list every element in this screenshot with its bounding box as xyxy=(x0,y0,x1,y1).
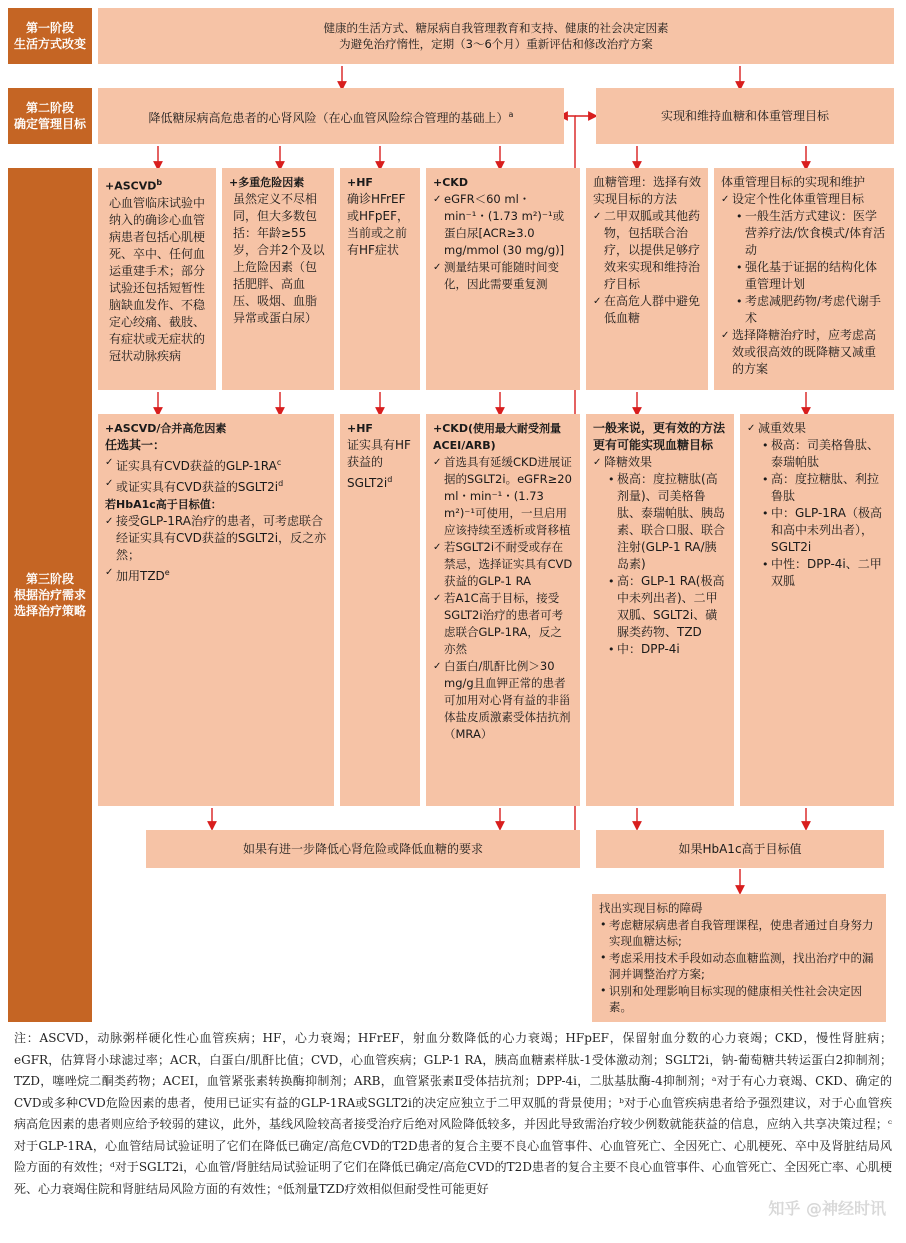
lifestyle-line2: 为避免治疗惰性，定期（3～6个月）重新评估和修改治疗方案 xyxy=(339,37,653,51)
ascvd-treatment-box: +ASCVD/合并高危因素 任选其一： ✓ 证实具有CVD获益的GLP-$1RA^c$ ✓ 或证实具有CVD获益的$SGLT2i^d$ 若HbA1c高于目标值： ✓ 接受GLP-1RA治疗的患者，可考虑联合经证实具有CVD获益的SGLT2i，反之亦然； ✓ 加用TZD$^e$ xyxy=(98,414,334,806)
stage-2-label: 第二阶段 确定管理目标 xyxy=(8,88,92,144)
weight-efficacy-box: ✓ 减重效果 • 极高：司美格鲁肽、泰瑞帕肽 • 高：度拉糖肽、利拉鲁肽 • 中：GLP-1RA（极高和高中未列出者），SGLT2i • 中性：DPP-4i、二甲双胍 xyxy=(740,414,894,806)
stage-3-label: 第三阶段 根据治疗需求 选择治疗策略 xyxy=(8,168,92,1022)
hf-treatment-box: +HF 证实具有HF获益的$SGLT2i^d$ xyxy=(340,414,420,806)
glucose-management-box: 血糖管理：选择有效实现目标的方法 ✓ 二甲双胍或其他药物，包括联合治疗，以提供足够疗效来实现和维持治疗目标 ✓ 在高危人群中避免低血糖 xyxy=(586,168,708,390)
lifestyle-line1: 健康的生活方式、糖尿病自我管理教育和支持、健康的社会决定因素 xyxy=(323,21,669,35)
stage-1-label: 第一阶段 生活方式改变 xyxy=(8,8,92,64)
risk-factors-box: +多重危险因素 虽然定义不尽相同，但大多数包括：年龄≥55岁，合并2个及以上危险因素（包括肥胖、高血压、吸烟、血脂异常或蛋白尿） xyxy=(222,168,334,390)
ckd-box: +CKD ✓ eGFR＜60 ml・min⁻¹・(1.73 m²)⁻¹或蛋白尿[ACR≥3.0 mg/mmol (30 mg/g)] ✓ 测量结果可能随时间变化，因此需要重复测 xyxy=(426,168,580,390)
ckd-treatment-box: +CKD(使用最大耐受剂量ACEI/ARB) ✓ 首选具有延缓CKD进展证据的SGLT2i。eGFR≥20 ml・min⁻¹・(1.73 m²)⁻¹可使用，一旦启用应该持续至透析或肾移植 ✓ 若SGLT2i不耐受或存在禁忌，选择证实具有CVD获益的GLP-1 RA ✓ 若A1C高于目标，接受SGLT2i治疗的患者可考虑联合GLP-1RA，反之亦然 ✓ 白蛋白/肌酐比例＞30 mg/g且血钾正常的患者可加用对心肾有益的非甾体盐皮质激素受体拮抗剂（MRA） xyxy=(426,414,580,806)
footnotes: 注：ASCVD，动脉粥样硬化性心血管疾病；HF，心力衰竭；HFrEF，射血分数降低的心力衰竭；HFpEF，保留射血分数的心力衰竭；CKD，慢性肾脏病；eGFR，估算肾小球滤过率；ACR，白蛋白/肌酐比值；CVD，心血管疾病；GLP-1 RA，胰高血糖素样肽-1受体激动剂；SGLT2i，钠-葡萄糖共转运蛋白2抑制剂；TZD，噻唑烷二酮类药物；ACEI，血管紧张素转换酶抑制剂；ARB，血管紧张素Ⅱ受体拮抗剂；DPP-4i，二肽基肽酶-4抑制剂；ᵃ对于有心力衰竭、CKD、确定的CVD或多种CVD危险因素的患者，使用已证实有益的GLP-1RA或SGLT2i的决定应独立于二甲双胍的背景使用；ᵇ对于心血管疾病患者给予强烈建议，对于心血管疾病高危因素的患者则应给予较弱的建议，此外，基线风险较高者接受治疗后绝对风险降低较多，并因此导致需治疗较少例数就能获益的信息，应纳入共享决策过程；ᶜ对于GLP-1RA，心血管结局试验证明了它们在降低已确定/高危CVD的T2D患者的复合主要不良心血管事件、心血管死亡、全因死亡、心肌梗死、卒中及肾脏结局风险方面的有效性；ᵈ对于SGLT2i，心血管/肾脏结局试验证明了它们在降低已确定/高危CVD的T2D患者的复合主要不良心血管事件、心血管死亡、全因死亡率、心肌梗死、心力衰竭住院和肾脏结局风险方面的有效性；ᵉ低剂量TZD疗效相似但耐受性可能更好 xyxy=(14,1031,892,1196)
further-reduction-box: 如果有进一步降低心肾危险或降低血糖的要求 xyxy=(146,830,580,868)
weight-management-box: 体重管理目标的实现和维护 ✓ 设定个性化体重管理目标 • 一般生活方式建议：医学营养疗法/饮食模式/体育活动 • 强化基于证据的结构化体重管理计划 • 考虑减肥药物/考虑代谢手术 ✓ 选择降糖治疗时，应考虑高效或很高效的既降糖又减重的方案 xyxy=(714,168,894,390)
lifestyle-box xyxy=(98,8,894,64)
glucose-weight-goal-box: 实现和维持血糖和体重管理目标 xyxy=(596,88,894,144)
glucose-efficacy-box: 一般来说，更有效的方法更有可能实现血糖目标 ✓ 降糖效果 • 极高：度拉糖肽(高剂量)、司美格鲁肽、泰瑞帕肽、胰岛素、联合口服、联合注射(GLP-1 RA/胰岛素) • 高：GLP-1 RA(极高中未列出者)、二甲双胍、SGLT2i、磺脲类药物、TZD • 中：DPP-4i xyxy=(586,414,734,806)
hf-box: +HF 确诊HFrEF或HFpEF，当前或之前有HF症状 xyxy=(340,168,420,390)
barriers-box: 找出实现目标的障碍 • 考虑糖尿病患者自我管理课程，使患者通过自身努力实现血糖达标; • 考虑采用技术手段如动态血糖监测，找出治疗中的漏洞并调整治疗方案; • 识别和处理影响目标实现的健康相关性社会决定因素。 xyxy=(592,894,886,1022)
watermark: 知乎 @神经时讯 xyxy=(768,1199,886,1218)
ascvd-box: $+ASCVD^b$ 心血管临床试验中纳入的确诊心血管病患者包括心肌梗死、卒中、任何血运重建手术；部分试验还包括短暂性脑缺血发作、不稳定心绞痛、截肢、有症状或无症状的冠状动脉疾病 xyxy=(98,168,216,390)
hba1c-above-target-box: 如果HbA1c高于目标值 xyxy=(596,830,884,868)
cardiorenal-goal-box: 降低糖尿病高危患者的心肾风险（在心血管风险综合管理的基础上）$^a$ xyxy=(98,88,564,144)
